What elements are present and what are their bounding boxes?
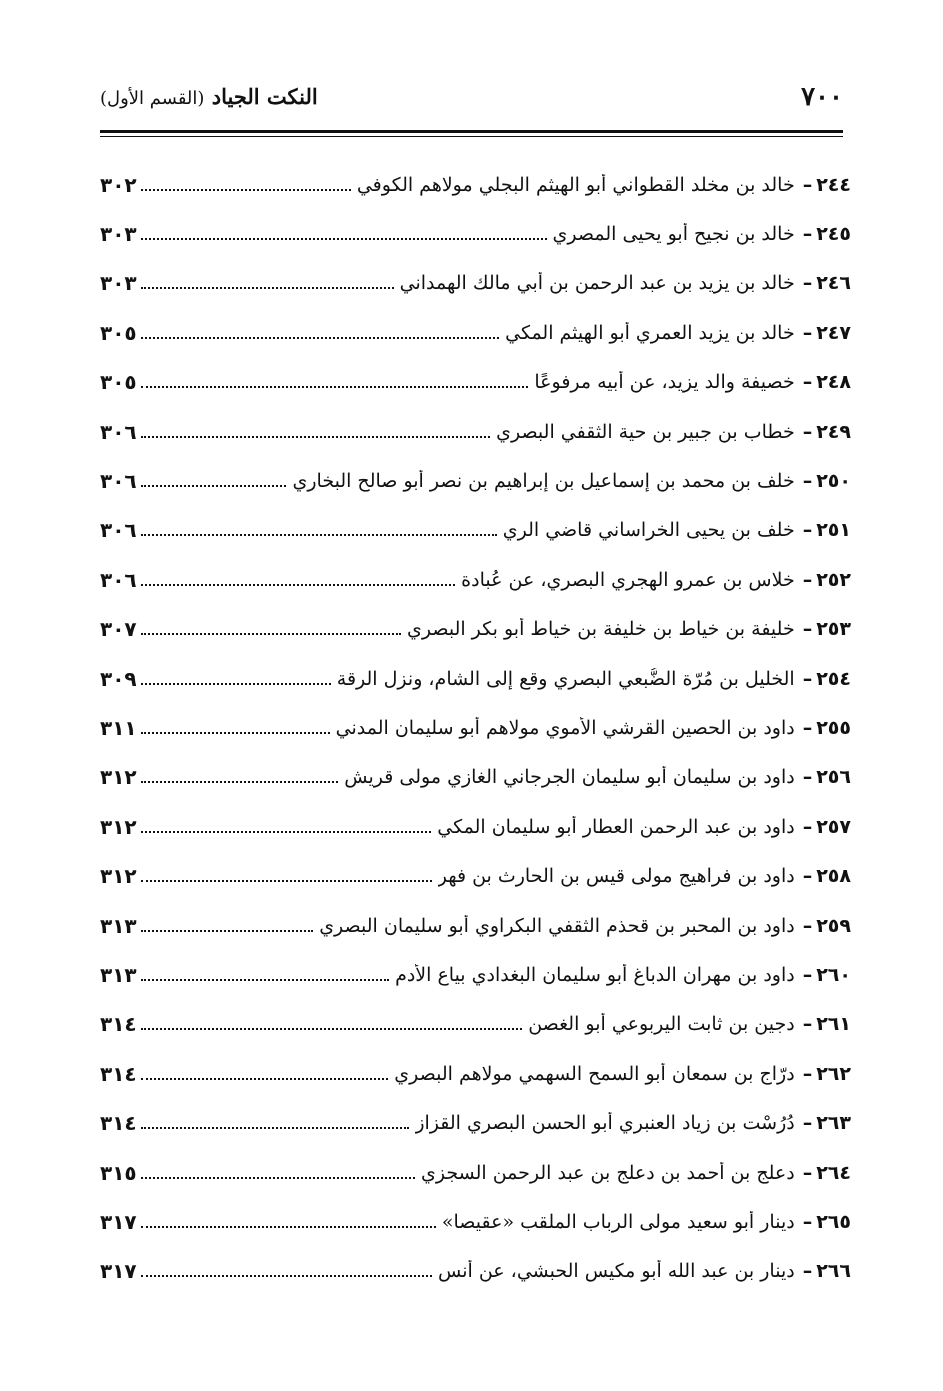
toc-row [100, 901, 851, 950]
dot-leader [141, 930, 314, 932]
entry-text: دجين بن ثابت اليربوعي أبو الغصن [528, 1013, 795, 1036]
entry-page-ref: ٣٠٧ [100, 617, 137, 642]
entry-page-ref: ٣٠٦ [100, 567, 137, 592]
entry-number: ٢٥١ [816, 519, 851, 542]
entry-dash: – [802, 914, 813, 937]
entry-number: ٢٦٢ [816, 1062, 851, 1085]
entry-text: دُرُسْت بن زياد العنبري أبو الحسن البصري القزاز [415, 1112, 795, 1135]
entry-dash: – [802, 420, 813, 443]
dot-leader [141, 584, 456, 586]
dot-leader [141, 485, 287, 487]
entry-number: ٢٦٤ [816, 1161, 851, 1184]
toc-row [100, 1000, 851, 1049]
entry-dash: – [802, 1161, 813, 1184]
dot-leader [141, 633, 401, 635]
entry-dash: – [802, 173, 813, 196]
entry-page-ref: ٣١٢ [100, 864, 137, 889]
entry-number: ٢٥٣ [816, 618, 851, 641]
entry-number: ٢٦٦ [816, 1260, 851, 1283]
entry-page-ref: ٣٠٣ [100, 222, 137, 247]
entry-dash: – [802, 618, 813, 641]
entry-page-ref: ٣١٣ [100, 962, 137, 987]
dot-leader [141, 189, 351, 191]
toc-row [100, 802, 851, 851]
toc-row [100, 160, 851, 209]
entry-text: خالد بن مخلد القطواني أبو الهيثم البجلي مولاهم الكوفي [356, 173, 795, 196]
entry-page-ref: ٣١٢ [100, 765, 137, 790]
entry-dash: – [802, 470, 813, 493]
entry-dash: – [802, 371, 813, 394]
dot-leader [141, 1275, 432, 1277]
entry-number: ٢٤٦ [816, 272, 851, 295]
entry-number: ٢٥٨ [816, 865, 851, 888]
entry-page-ref: ٣١١ [100, 715, 137, 740]
entry-number: ٢٦٠ [816, 963, 851, 986]
entry-number: ٢٤٥ [816, 223, 851, 246]
entry-number: ٢٤٩ [816, 420, 851, 443]
entry-number: ٢٥٧ [816, 815, 851, 838]
entry-text: خطاب بن جبير بن حية الثقفي البصري [496, 420, 795, 443]
entry-number: ٢٥٩ [816, 914, 851, 937]
toc-row [100, 456, 851, 505]
entry-number: ٢٥٥ [816, 716, 851, 739]
entry-dash: – [802, 1013, 813, 1036]
entry-text: خصيفة والد يزيد، عن أبيه مرفوعًا [534, 371, 795, 394]
entry-number: ٢٦٥ [816, 1210, 851, 1233]
entry-text: داود بن فراهيج مولى قيس بن الحارث بن فهر [437, 865, 795, 888]
dot-leader [141, 534, 497, 536]
entry-text: خليفة بن خياط بن خليفة بن خياط أبو بكر البصري [407, 618, 795, 641]
entry-dash: – [802, 1210, 813, 1233]
toc-row [100, 950, 851, 999]
toc-row [100, 259, 851, 308]
toc-row [100, 851, 851, 900]
entry-dash: – [802, 1112, 813, 1135]
book-title [100, 84, 318, 109]
toc-row [100, 605, 851, 654]
entry-text: خلف بن محمد بن إسماعيل بن إبراهيم بن نصر أبو صالح البخاري [292, 470, 795, 493]
entry-text: خلاس بن عمرو الهجري البصري، عن عُبادة [461, 568, 795, 591]
entry-page-ref: ٣١٤ [100, 1061, 137, 1086]
page-number: ٧٠٠ [801, 82, 843, 112]
entry-page-ref: ٣٠٦ [100, 518, 137, 543]
entry-text: خالد بن يزيد العمري أبو الهيثم المكي [505, 321, 795, 344]
entry-number: ٢٦٣ [816, 1112, 851, 1135]
dot-leader [141, 1226, 436, 1228]
toc-row [100, 555, 851, 604]
dot-leader [141, 238, 547, 240]
entry-number: ٢٤٤ [816, 173, 851, 196]
dot-leader [141, 436, 490, 438]
entry-dash: – [802, 321, 813, 344]
dot-leader [141, 1177, 415, 1179]
header-rule-thin [100, 136, 843, 137]
entry-text: درّاج بن سمعان أبو السمح السهمي مولاهم البصري [394, 1062, 795, 1085]
entry-page-ref: ٣٠٣ [100, 271, 137, 296]
dot-leader [141, 337, 499, 339]
entry-text: داود بن عبد الرحمن العطار أبو سليمان المكي [437, 815, 795, 838]
entry-page-ref: ٣١٧ [100, 1209, 137, 1234]
toc-row [100, 703, 851, 752]
toc-row [100, 209, 851, 258]
entry-text: داود بن مهران الدباغ أبو سليمان البغدادي بياع الأدم [395, 963, 795, 986]
entry-dash: – [802, 716, 813, 739]
entry-dash: – [802, 667, 813, 690]
entry-dash: – [802, 223, 813, 246]
dot-leader [141, 683, 331, 685]
book-title-main: النكت الجياد [211, 84, 318, 109]
dot-leader [141, 781, 339, 783]
dot-leader [141, 386, 529, 388]
entry-number: ٢٥٠ [816, 470, 851, 493]
toc-row [100, 358, 851, 407]
toc-row [100, 308, 851, 357]
entry-page-ref: ٣١٢ [100, 814, 137, 839]
entry-page-ref: ٣٠٥ [100, 370, 137, 395]
entry-dash: – [802, 815, 813, 838]
entry-page-ref: ٣٠٦ [100, 469, 137, 494]
page-header [100, 78, 843, 124]
entry-number: ٢٤٧ [816, 321, 851, 344]
toc-row [100, 506, 851, 555]
toc-row [100, 1049, 851, 1098]
entry-page-ref: ٣٠٦ [100, 419, 137, 444]
entry-dash: – [802, 963, 813, 986]
dot-leader [141, 880, 432, 882]
toc-row [100, 753, 851, 802]
entry-page-ref: ٣١٧ [100, 1259, 137, 1284]
entry-number: ٢٥٤ [816, 667, 851, 690]
dot-leader [141, 1127, 410, 1129]
entry-dash: – [802, 1260, 813, 1283]
entry-page-ref: ٣٠٢ [100, 172, 137, 197]
entry-dash: – [802, 1062, 813, 1085]
entry-text: الخليل بن مُرّة الضُّبعي البصري وقع إلى الشام، ونزل الرقة [336, 667, 795, 690]
entry-text: داود بن سليمان أبو سليمان الجرجاني الغازي مولى قريش [344, 766, 795, 789]
entry-dash: – [802, 766, 813, 789]
entry-number: ٢٦١ [816, 1013, 851, 1036]
toc-row [100, 1098, 851, 1147]
entry-text: خالد بن يزيد بن عبد الرحمن بن أبي مالك الهمداني [399, 272, 795, 295]
entry-text: داود بن المحبر بن قحذم الثقفي البكراوي أبو سليمان البصري [319, 914, 795, 937]
toc-row [100, 1197, 851, 1246]
toc-row [100, 1247, 851, 1296]
entry-text: دعلج بن أحمد بن دعلج بن عبد الرحمن السجزي [421, 1161, 795, 1184]
entry-page-ref: ٣١٥ [100, 1160, 137, 1185]
entry-page-ref: ٣٠٥ [100, 320, 137, 345]
entry-dash: – [802, 272, 813, 295]
book-title-subtitle: (القسم الأول) [100, 88, 205, 109]
entry-page-ref: ٣٠٩ [100, 666, 137, 691]
entry-page-ref: ٣١٤ [100, 1111, 137, 1136]
entry-number: ٢٥٦ [816, 766, 851, 789]
entry-text: خالد بن نجيح أبو يحيى المصري [552, 223, 795, 246]
entry-text: دينار بن عبد الله أبو مكيس الحبشي، عن أنس [438, 1260, 795, 1283]
entry-page-ref: ٣١٣ [100, 913, 137, 938]
entry-number: ٢٥٢ [816, 568, 851, 591]
entry-number: ٢٤٨ [816, 371, 851, 394]
dot-leader [141, 1028, 523, 1030]
dot-leader [141, 831, 432, 833]
toc-row [100, 407, 851, 456]
entry-dash: – [802, 865, 813, 888]
entry-page-ref: ٣١٤ [100, 1012, 137, 1037]
entry-text: دينار أبو سعيد مولى الرباب الملقب «عقيصا» [441, 1210, 795, 1233]
toc-row [100, 654, 851, 703]
entry-text: داود بن الحصين القرشي الأموي مولاهم أبو سليمان المدني [335, 716, 795, 739]
table-of-contents [100, 160, 851, 1296]
dot-leader [141, 287, 394, 289]
dot-leader [141, 979, 389, 981]
header-rule-thick [100, 130, 843, 133]
entry-text: خلف بن يحيى الخراساني قاضي الري [502, 519, 795, 542]
entry-dash: – [802, 568, 813, 591]
entry-dash: – [802, 519, 813, 542]
dot-leader [141, 732, 330, 734]
toc-row [100, 1148, 851, 1197]
dot-leader [141, 1078, 389, 1080]
